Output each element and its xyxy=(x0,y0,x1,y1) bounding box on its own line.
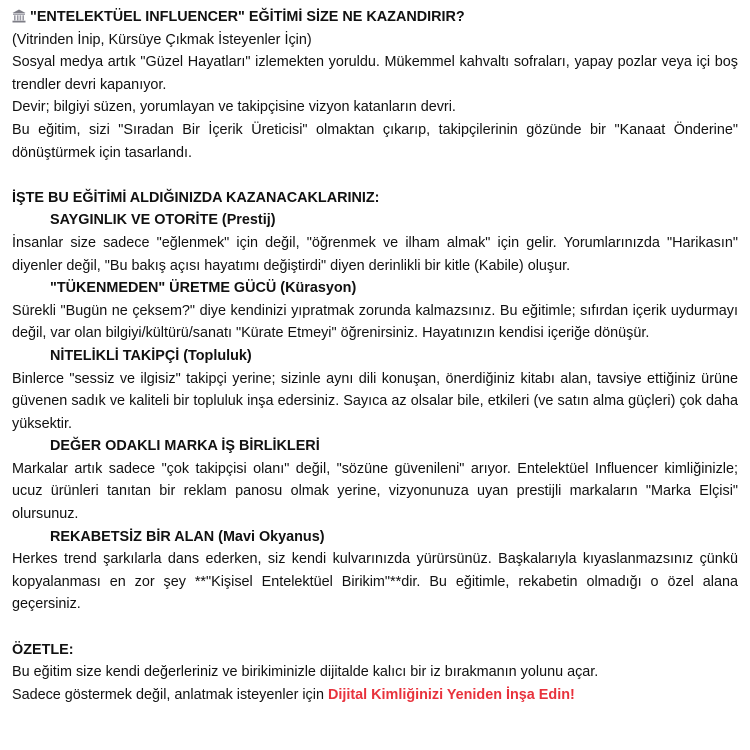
closing-highlight: Dijital Kimliğinizi Yeniden İnşa Edin! xyxy=(327,686,575,703)
benefit-text: Markalar artık sadece "çok takipçisi olanı" değil, "sözüne güvenileni" arıyor. Entelektüel Influencer kimliğinizle; ucuz ürünleri tanıtan bir reklam panosu olmak yerine, vizyonunuza uyan prestijli markaların "Marka Elçisi" olursunuz. xyxy=(12,460,738,523)
closing-line xyxy=(12,684,738,707)
benefit-text: Sürekli "Bugün ne çeksem?" diye kendinizi yıpratmak zorunda kalmazsınız. Bu eğitimle; sıfırdan içerik uydurmayı değil, var olan bilgiyi/kültürü/sanatı "Kürate Etmeyi" öğrenirsiniz. Hayatınızın kendisi içeriğe dönüşür. xyxy=(12,302,738,342)
classical-building-icon xyxy=(12,8,26,22)
summary-text: Bu eğitim size kendi değerleriniz ve birikiminizle dijitalde kalıcı bir iz bırakmanın yolunu açar. xyxy=(12,664,599,681)
benefits-heading: İŞTE BU EĞİTİMİ ALDIĞINIZDA KAZANACAKLARINIZ: xyxy=(12,189,380,206)
intro-paragraph: Sosyal medya artık "Güzel Hayatları" izlemekten yoruldu. Mükemmel kahvaltı sofraları, yapay pozlar veya içi boş trendler devri kapanıyor. xyxy=(12,54,738,93)
spacer xyxy=(12,616,738,639)
closing-text: Sadece göstermek değil, anlatmak isteyenler için xyxy=(12,686,328,703)
benefit-text: Binlerce "sessiz ve ilgisiz" takipçi yerine; sizinle aynı dili konuşan, önerdiğiniz kitabı alan, tavsiye ettiğiniz ürüne güvenen sadık ve kaliteli bir topluluk inşa edersiniz. Sayıca az olsalar bile, etkileri (ve satın alma güçleri) çok daha yüksektir. xyxy=(12,370,738,432)
benefit-title: SAYGINLIK VE OTORİTE (Prestij) xyxy=(50,212,276,229)
benefit-title: NİTELİKLİ TAKİPÇİ (Topluluk) xyxy=(50,347,252,364)
benefit-title: "TÜKENMEDEN" ÜRETME GÜCÜ (Kürasyon) xyxy=(50,280,357,297)
document xyxy=(12,6,738,706)
benefit-text: Herkes trend şarkılarla dans ederken, siz kendi kulvarınızda yürürsünüz. Başkalarıyla kıyaslanmazsınız çünkü kopyalanması en zor şey **"Kişisel Entelektüel Birikim"**dir. Bu eğitimle, rekabetin olmadığı o özel alana geçersiniz. xyxy=(12,551,738,613)
spacer xyxy=(12,164,738,187)
intro-paragraph: Devir; bilgiyi süzen, yorumlayan ve takipçisine vizyon katanların devri. xyxy=(12,99,456,116)
benefit-text: İnsanlar size sadece "eğlenmek" için değil, "öğrenmek ve ilham almak" için gelir. Yorumlarınızda "Harikasın" diyenler değil, "Bu bakış açısı hayatımı değiştirdi" diyen derinlikli bir kitle (Kabile) oluşur. xyxy=(12,234,738,274)
benefit-title: REKABETSİZ BİR ALAN (Mavi Okyanus) xyxy=(50,528,325,545)
document-title xyxy=(12,6,738,29)
summary-heading: ÖZETLE: xyxy=(12,641,74,658)
document-title-text: "ENTELEKTÜEL INFLUENCER" EĞİTİMİ SİZE NE KAZANDIRIR? xyxy=(30,9,465,25)
benefit-title: DEĞER ODAKLI MARKA İŞ BİRLİKLERİ xyxy=(50,438,320,455)
document-subtitle: (Vitrinden İnip, Kürsüye Çıkmak İsteyenler İçin) xyxy=(12,31,312,48)
intro-paragraph: Bu eğitim, sizi "Sıradan Bir İçerik Üreticisi" olmaktan çıkarıp, takipçilerinin gözünde bir "Kanaat Önderine" dönüştürmek için tasarlandı. xyxy=(12,121,738,161)
